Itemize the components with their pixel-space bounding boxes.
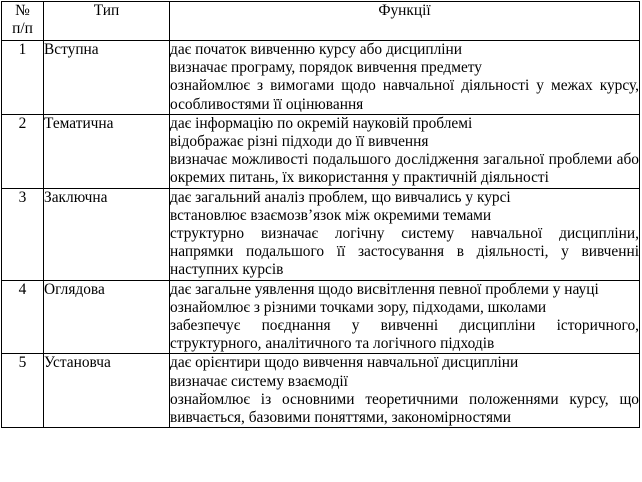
- function-item: забезпечує поєднання у вивченні дисципліни історичного, структурного, аналітичного та логічного підходів: [170, 317, 639, 353]
- lecture-functions: [170, 41, 640, 115]
- row-number: 2: [2, 114, 44, 188]
- table-row: [2, 354, 640, 428]
- function-item: дає орієнтири щодо вивчення навчальної дисципліни: [170, 354, 519, 372]
- lecture-type: Оглядова: [44, 280, 170, 354]
- row-number: 3: [2, 188, 44, 280]
- header-number-symbol: №: [15, 2, 30, 19]
- table-header-row: [2, 2, 640, 41]
- function-item: ознайомлює з різними точками зору, підходами, школами: [170, 298, 547, 316]
- lecture-types-table: [1, 1, 640, 428]
- function-item: визначає можливості подальшого дослідження загальної проблеми або окремих питань, їх використання у практичній діяльності: [170, 151, 639, 187]
- function-item: визначає систему взаємодії: [170, 372, 348, 390]
- function-item: ознайомлює з вимогами щодо навчальної діяльності у межах курсу, особливостями її оцінювання: [170, 77, 639, 113]
- function-item: відображає різні підходи до її вивчення: [170, 133, 429, 151]
- function-item: дає початок вивченню курсу або дисципліни: [170, 41, 462, 58]
- function-item: встановлює взаємозв’язок між окремими темами: [170, 206, 492, 224]
- row-number: 1: [2, 41, 44, 115]
- table-row: [2, 41, 640, 115]
- header-type: Тип: [44, 2, 170, 41]
- row-number: 5: [2, 354, 44, 428]
- lecture-functions: [170, 188, 640, 280]
- lecture-functions: [170, 354, 640, 428]
- table-row: [2, 114, 640, 188]
- header-functions: Функції: [170, 2, 640, 41]
- lecture-type: Установча: [44, 354, 170, 428]
- lecture-type: Вступна: [44, 41, 170, 115]
- lecture-functions: [170, 114, 640, 188]
- function-item: визначає програму, порядок вивчення предмету: [170, 59, 483, 77]
- function-item: дає загальне уявлення щодо висвітлення певної проблеми у науці: [170, 280, 599, 298]
- function-item: структурно визначає логічну систему навчальної дисципліни, напрямки подальшого її застосування в діяльності, у вивченні наступних курсів: [170, 225, 639, 279]
- function-item: дає інформацію по окремій науковій проблемі: [170, 114, 473, 132]
- function-item: дає загальний аналіз проблем, що вивчались у курсі: [170, 188, 511, 206]
- header-number: [2, 2, 44, 41]
- lecture-type: Тематична: [44, 114, 170, 188]
- lecture-functions: [170, 280, 640, 354]
- lecture-type: Заключна: [44, 188, 170, 280]
- function-item: ознайомлює із основними теоретичними положеннями курсу, що вивчається, базовими поняттями, закономірностями: [170, 390, 639, 427]
- table-row: [2, 188, 640, 280]
- row-number: 4: [2, 280, 44, 354]
- table-row: [2, 280, 640, 354]
- header-number-abbrev: п/п: [12, 20, 33, 37]
